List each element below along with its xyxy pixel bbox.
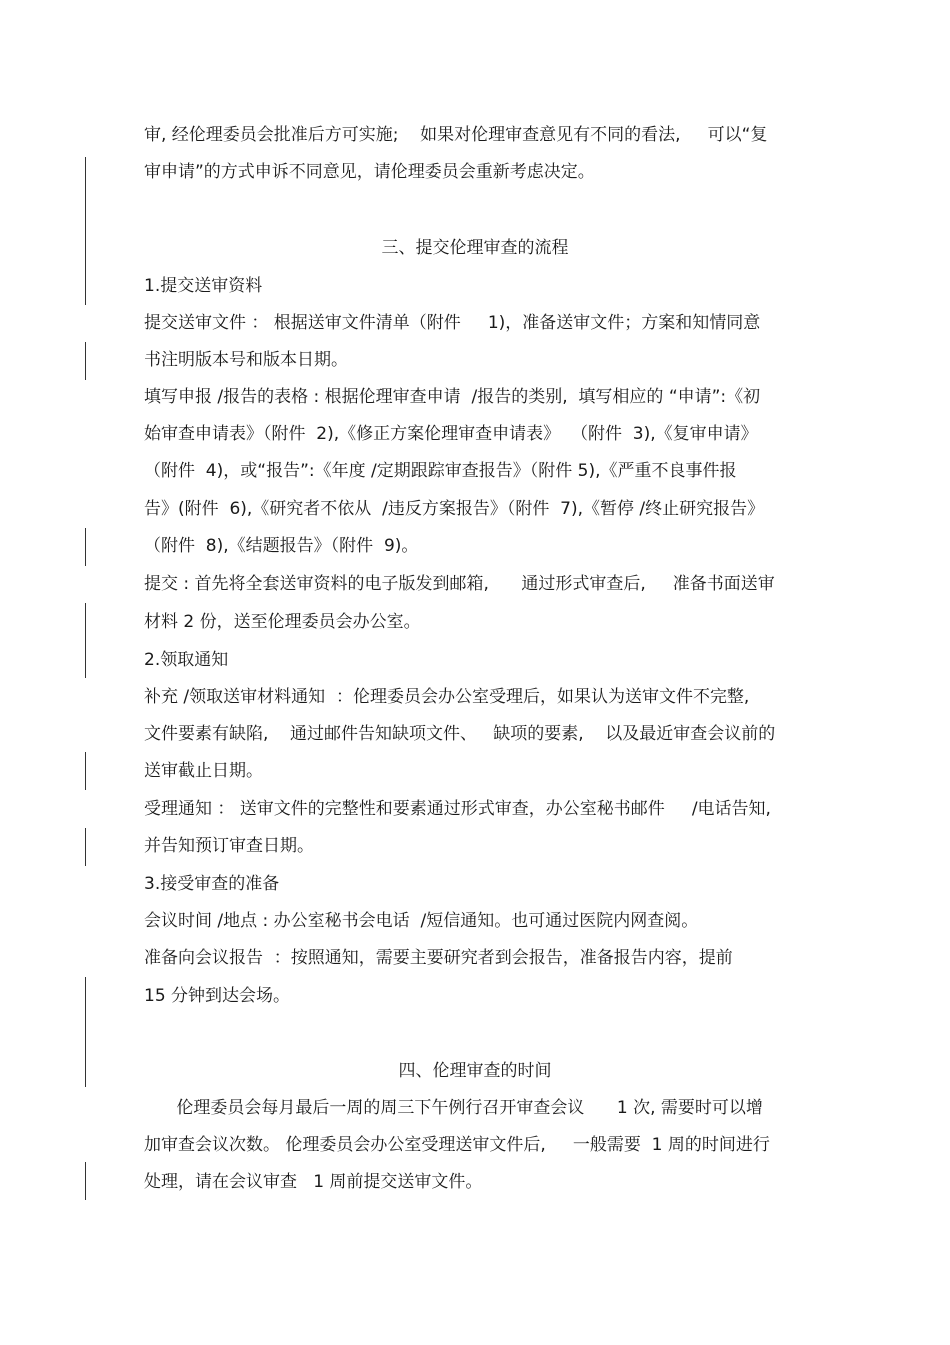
body-text-line: 送审截止日期。: [144, 761, 263, 781]
revision-bar: [85, 640, 86, 678]
body-text-line: 提交 : 首先将全套送审资料的电子版发到邮箱, 通过形式审查后, 准备书面送审: [144, 574, 775, 594]
body-text-line: 始审查申请表》（附件 2),《修正方案伦理审查申请表》 （附件 3),《复审申请》: [144, 424, 758, 444]
body-text-line: 并告知预订审查日期。: [144, 836, 314, 856]
revision-bar: [85, 342, 86, 380]
body-text-line: 审申请”的方式申诉不同意见，请伦理委员会重新考虑决定。: [144, 162, 595, 182]
revision-bar: [85, 752, 86, 790]
body-text-line: （附件 4)，或“报告”:《年度 /定期跟踪审查报告》（附件 5),《严重不良事件报: [144, 461, 737, 481]
section-heading: 三、提交伦理审查的流程: [381, 238, 569, 258]
body-text-line: 受理通知 ： 送审文件的完整性和要素通过形式审查，办公室秘书邮件 /电话告知,: [144, 799, 771, 819]
subsection-heading: 2.领取通知: [144, 650, 229, 670]
revision-bar: [85, 528, 86, 566]
body-text-line: 材料 2 份，送至伦理委员会办公室。: [144, 612, 421, 632]
body-text-line: 15 分钟到达会场。: [144, 986, 291, 1006]
revision-bar: [85, 1162, 86, 1200]
revision-bar: [85, 603, 86, 641]
body-text-line: 提交送审文件 ： 根据送审文件清单（附件 1)，准备送审文件；方案和知情同意: [144, 313, 761, 333]
body-text-line: 补充 /领取送审材料通知 ：伦理委员会办公室受理后，如果认为送审文件不完整,: [144, 687, 750, 707]
body-text-line: （附件 8),《结题报告》（附件 9)。: [144, 536, 419, 556]
subsection-heading: 1.提交送审资料: [144, 276, 263, 296]
body-text-line: 审, 经伦理委员会批准后方可实施; 如果对伦理审查意见有不同的看法, 可以“复: [144, 125, 768, 145]
subsection-heading: 3.接受审查的准备: [144, 874, 280, 894]
body-text-line: 书注明版本号和版本日期。: [144, 350, 348, 370]
revision-bar: [85, 828, 86, 866]
body-text-line: 准备向会议报告 ：按照通知，需要主要研究者到会报告，准备报告内容，提前: [144, 948, 733, 968]
body-text-line: 告》(附件 6),《研究者不依从 /违反方案报告》（附件 7),《暂停 /终止研究报告》: [144, 499, 765, 519]
body-text-line: 填写申报 /报告的表格 : 根据伦理审查申请 /报告的类别, 填写相应的 “申请”:《初: [144, 387, 761, 407]
body-text-line: 处理，请在会议审查 1 周前提交送审文件。: [144, 1172, 483, 1192]
body-text-line: 会议时间 /地点 : 办公室秘书会电话 /短信通知。也可通过医院内网查阅。: [144, 911, 699, 931]
body-text-line: 文件要素有缺陷, 通过邮件告知缺项文件、 缺项的要素, 以及最近审查会议前的: [144, 724, 776, 744]
body-text-line: 加审查会议次数。 伦理委员会办公室受理送审文件后, 一般需要 1 周的时间进行: [144, 1135, 770, 1155]
revision-bar: [85, 157, 86, 305]
body-text-line: 伦理委员会每月最后一周的周三下午例行召开审查会议 1 次, 需要时可以增: [144, 1098, 763, 1118]
section-heading: 四、伦理审查的时间: [398, 1061, 552, 1081]
